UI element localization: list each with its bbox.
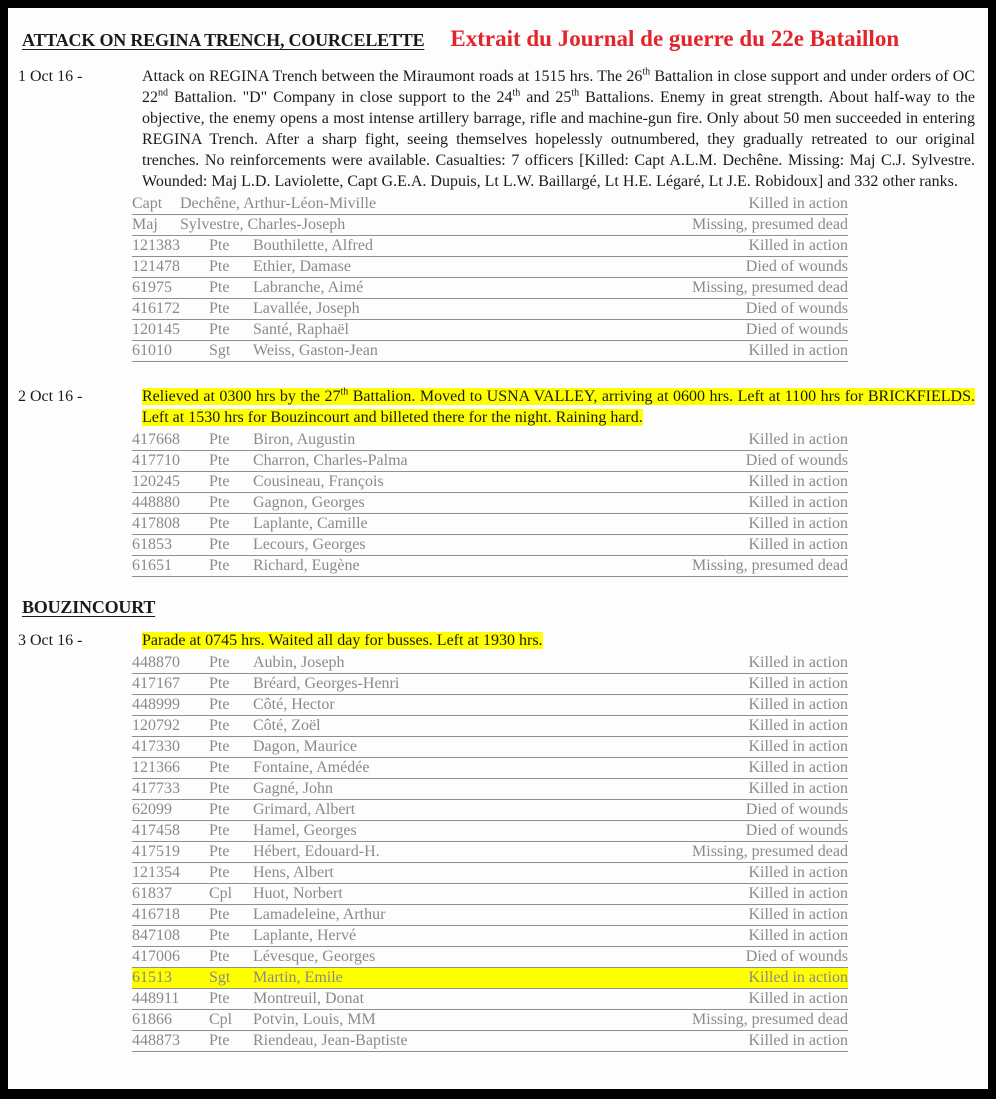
casualty-number: 121478 [132,258,180,275]
casualty-name: Lavallée, Joseph [253,300,360,317]
diary-entry-3-oct [10,630,975,1052]
casualty-number: 417710 [132,452,180,469]
casualty-row [132,800,848,821]
casualty-number: 416172 [132,300,180,317]
casualty-number: 120145 [132,321,180,338]
entry-paragraph [142,630,975,651]
casualty-number: 847108 [132,927,180,944]
casualty-fate: Missing, presumed dead [692,843,848,860]
casualty-number: 448999 [132,696,180,713]
casualty-table [132,194,848,362]
casualty-name: Potvin, Louis, MM [253,1011,376,1028]
casualty-row [132,1010,848,1031]
casualty-rank: Pte [209,515,230,532]
casualty-number: 417458 [132,822,180,839]
casualty-number: 448873 [132,1032,180,1049]
casualty-rank: Pte [209,864,230,881]
casualty-rank: Pte [209,801,230,818]
casualty-number: 61651 [132,557,172,574]
casualty-name: Martin, Emile [253,969,343,986]
casualty-name: Ethier, Damase [253,258,351,275]
casualty-rank: Capt [132,195,163,212]
casualty-row [132,947,848,968]
casualty-fate: Missing, presumed dead [692,279,848,296]
casualty-fate: Killed in action [748,654,848,671]
casualty-rank: Pte [209,473,230,490]
casualty-name: Hamel, Georges [253,822,357,839]
casualty-fate: Missing, presumed dead [692,557,848,574]
casualty-fate: Killed in action [748,927,848,944]
casualty-fate: Missing, presumed dead [692,1011,848,1028]
casualty-rank: Pte [209,557,230,574]
casualty-rank: Sgt [209,342,231,359]
casualty-fate: Killed in action [748,780,848,797]
casualty-number: 121354 [132,864,180,881]
casualty-rank: Pte [209,300,230,317]
casualty-row [132,758,848,779]
casualty-name: Montreuil, Donat [253,990,365,1007]
casualty-fate: Killed in action [748,473,848,490]
casualty-row [132,884,848,905]
casualty-name: Gagnon, Georges [253,494,365,511]
casualty-row [132,472,848,493]
casualty-number: 61513 [132,969,172,986]
casualty-name: Dagon, Maurice [253,738,357,755]
casualty-rank: Pte [209,822,230,839]
casualty-row [132,451,848,472]
casualty-name: Richard, Eugène [253,557,360,574]
casualty-rank: Pte [209,696,230,713]
casualty-number: 61866 [132,1011,172,1028]
casualty-name: Hens, Albert [253,864,334,881]
casualty-rank: Pte [209,452,230,469]
casualty-name: Côté, Hector [253,696,335,713]
casualty-fate: Killed in action [748,494,848,511]
page-title: ATTACK ON REGINA TRENCH, COURCELETTE [22,30,425,50]
casualty-name: Gagné, John [253,780,333,797]
casualty-fate: Died of wounds [745,321,848,338]
casualty-number: 417167 [132,675,180,692]
casualty-number: 448880 [132,494,180,511]
casualty-name: Dechêne, Arthur-Léon-Miville [180,195,377,212]
casualty-name: Bréard, Georges-Henri [253,675,400,692]
casualty-name: Charron, Charles-Palma [253,452,408,469]
casualty-row [132,821,848,842]
casualty-number: 121383 [132,237,180,254]
casualty-number: 61010 [132,342,172,359]
diary-entry-2-oct [10,386,975,577]
diary-entry-1-oct [10,66,975,362]
casualty-fate: Died of wounds [745,258,848,275]
casualty-rank: Pte [209,780,230,797]
casualty-number: 417330 [132,738,180,755]
casualty-fate: Killed in action [748,431,848,448]
casualty-row [132,430,848,451]
casualty-row [132,737,848,758]
casualty-name: Lecours, Georges [253,536,366,553]
casualty-row [132,1031,848,1052]
casualty-fate: Killed in action [748,342,848,359]
casualty-rank: Pte [209,494,230,511]
casualty-fate: Killed in action [748,864,848,881]
casualty-name: Labranche, Aimé [253,279,364,296]
casualty-row [132,989,848,1010]
casualty-rank: Pte [209,927,230,944]
casualty-rank: Cpl [209,1011,233,1028]
entry-date: 1 Oct 16 - [18,68,83,85]
casualty-row [132,299,848,320]
casualty-rank: Pte [209,675,230,692]
casualty-fate: Killed in action [748,675,848,692]
casualty-name: Sylvestre, Charles-Joseph [180,216,346,233]
casualty-fate: Killed in action [748,717,848,734]
casualty-fate: Killed in action [748,759,848,776]
casualty-number: 417733 [132,780,180,797]
casualty-fate: Died of wounds [745,300,848,317]
casualty-fate: Killed in action [748,990,848,1007]
casualty-row [132,556,848,577]
casualty-name: Santé, Raphaël [253,321,349,338]
casualty-rank: Pte [209,237,230,254]
casualty-row [132,257,848,278]
casualty-name: Hébert, Edouard-H. [253,843,380,860]
casualty-row [132,215,848,236]
casualty-name: Aubin, Joseph [253,654,345,671]
casualty-fate: Killed in action [748,969,848,986]
casualty-number: 61853 [132,536,172,553]
entry-text: Relieved at 0300 hrs by the 27th Battalion. Moved to USNA VALLEY, arriving at 0600 hrs. Left at 1100 hrs for BRICKFIELDS. Left at 1530 hrs for Bouzincourt and billeted there for the night. Raining hard. [142,386,975,426]
casualty-rank: Pte [209,279,230,296]
casualty-row [132,863,848,884]
casualty-fate: Killed in action [748,536,848,553]
casualty-row [132,674,848,695]
casualty-number: 121366 [132,759,180,776]
casualty-rank: Pte [209,948,230,965]
casualty-rank: Pte [209,431,230,448]
casualty-row [132,493,848,514]
casualty-rank: Pte [209,258,230,275]
casualty-number: 417808 [132,515,180,532]
casualty-number: 120245 [132,473,180,490]
casualty-fate: Killed in action [748,696,848,713]
casualty-name: Biron, Augustin [253,431,356,448]
casualty-number: 448911 [132,990,180,1007]
casualty-fate: Killed in action [748,1032,848,1049]
casualty-row [132,695,848,716]
casualty-row [132,968,848,989]
casualty-rank: Pte [209,717,230,734]
casualty-name: Riendeau, Jean-Baptiste [253,1032,408,1049]
casualty-row [132,653,848,674]
casualty-row [132,926,848,947]
casualty-number: 120792 [132,717,180,734]
casualty-row [132,535,848,556]
casualty-fate: Killed in action [748,515,848,532]
casualty-name: Weiss, Gaston-Jean [253,342,378,359]
casualty-row [132,278,848,299]
document-header [22,26,975,52]
casualty-fate: Killed in action [748,885,848,902]
casualty-fate: Died of wounds [745,948,848,965]
casualty-fate: Missing, presumed dead [692,216,848,233]
entry-date: 2 Oct 16 - [18,388,83,405]
casualty-name: Huot, Norbert [253,885,343,902]
casualty-rank: Pte [209,990,230,1007]
casualty-number: 61975 [132,279,172,296]
entry-body [132,386,975,577]
casualty-rank: Pte [209,906,230,923]
casualty-rank: Pte [209,843,230,860]
casualty-row [132,320,848,341]
casualty-row [132,236,848,257]
entry-date: 3 Oct 16 - [18,632,83,649]
casualty-rank: Maj [132,216,158,233]
casualty-name: Cousineau, François [253,473,384,490]
page-subtitle: Extrait du Journal de guerre du 22e Bataillon [450,26,900,51]
entry-body [132,630,975,1052]
casualty-table [132,653,848,1052]
casualty-name: Grimard, Albert [253,801,356,818]
casualty-rank: Pte [209,321,230,338]
casualty-fate: Killed in action [748,906,848,923]
casualty-number: 416718 [132,906,180,923]
casualty-fate: Died of wounds [745,822,848,839]
casualty-row [132,716,848,737]
entry-text: Attack on REGINA Trench between the Miraumont roads at 1515 hrs. The 26th Battalion in close support and under orders of OC 22nd Battalion. "D" Company in close support to the 24th and 25th Battalions. Enemy in great strength. About half-way to the objective, the enemy opens a most intense artillery barrage, rifle and machine-gun fire. Only about 50 men succeeded in entering REGINA Trench. After a sharp fight, seeing themselves hopelessly outnumbered, they gradually retreated to our original trenches. No reinforcements were available. Casualties: 7 officers [Killed: Capt A.L.M. Dechêne. Missing: Maj C.J. Sylvestre. Wounded: Maj L.D. Laviolette, Capt G.E.A. Dupuis, Lt L.W. Baillargé, Lt H.E. Légaré, Lt J.E. Robidoux] and 332 other ranks. [142,66,976,190]
casualty-name: Laplante, Hervé [253,927,357,944]
casualty-number: 417668 [132,431,180,448]
casualty-fate: Died of wounds [745,801,848,818]
casualty-row [132,341,848,362]
casualty-fate: Died of wounds [745,452,848,469]
casualty-table [132,430,848,577]
casualty-number: 62099 [132,801,172,818]
casualty-name: Lamadeleine, Arthur [253,906,386,923]
casualty-row [132,514,848,535]
casualty-name: Bouthilette, Alfred [253,237,373,254]
casualty-row [132,905,848,926]
casualty-name: Lévesque, Georges [253,948,376,965]
casualty-rank: Sgt [209,969,231,986]
casualty-row [132,779,848,800]
entry-paragraph [142,386,975,428]
casualty-name: Côté, Zoël [253,717,321,734]
entry-text: Parade at 0745 hrs. Waited all day for busses. Left at 1930 hrs. [142,632,543,649]
casualty-name: Fontaine, Amédée [253,759,370,776]
entry-paragraph [142,66,975,192]
casualty-rank: Pte [209,738,230,755]
casualty-fate: Killed in action [748,195,848,212]
casualty-rank: Pte [209,1032,230,1049]
entry-body [132,66,976,362]
casualty-fate: Killed in action [748,738,848,755]
casualty-number: 448870 [132,654,180,671]
casualty-row [132,842,848,863]
section-heading-bouzincourt: BOUZINCOURT [22,597,156,617]
casualty-fate: Killed in action [748,237,848,254]
casualty-number: 417006 [132,948,180,965]
casualty-rank: Pte [209,759,230,776]
casualty-rank: Cpl [209,885,233,902]
casualty-number: 417519 [132,843,180,860]
casualty-number: 61837 [132,885,172,902]
casualty-name: Laplante, Camille [253,515,368,532]
casualty-row [132,194,848,215]
casualty-rank: Pte [209,536,230,553]
casualty-rank: Pte [209,654,230,671]
